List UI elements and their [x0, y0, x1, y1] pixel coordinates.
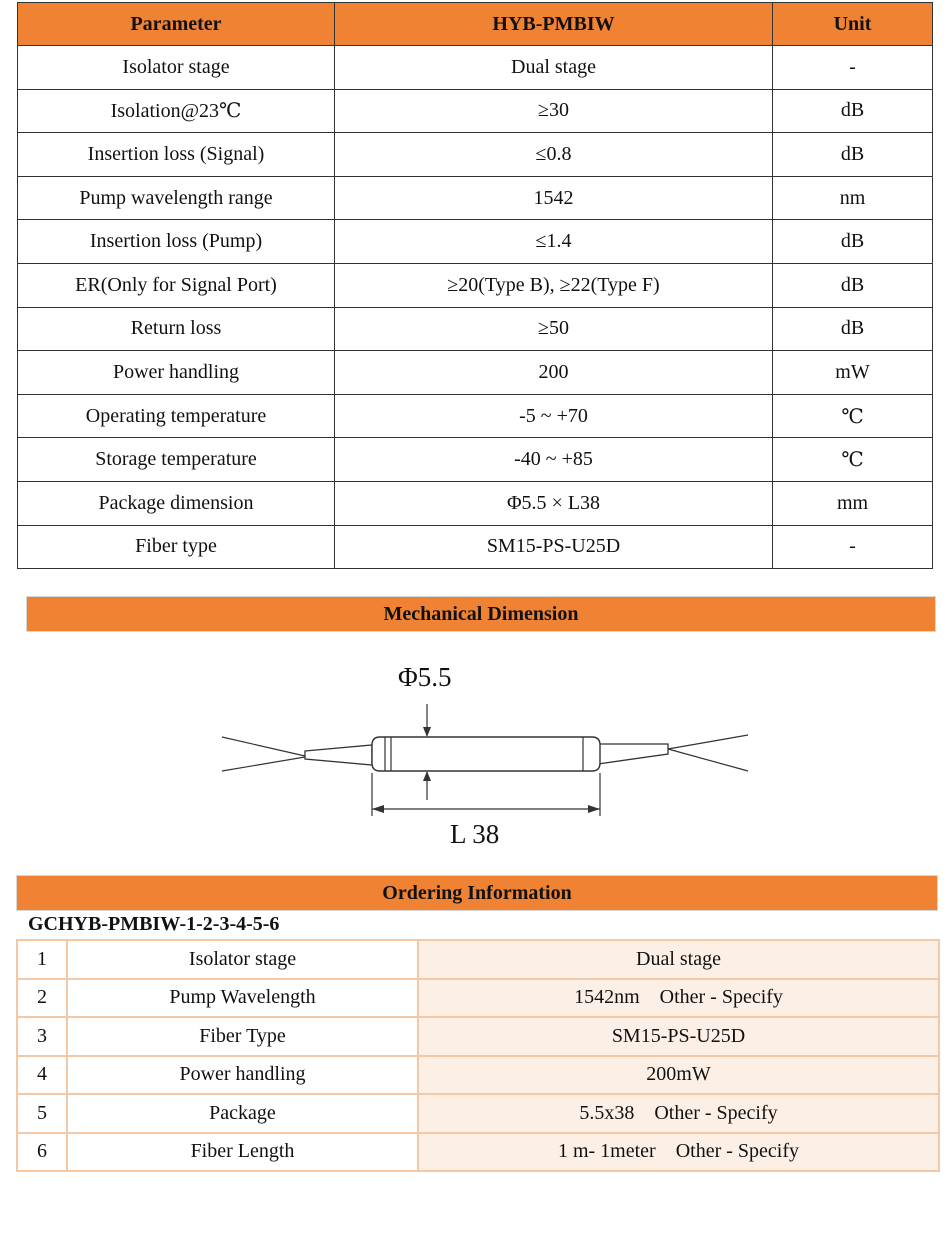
spec-parameter: Isolation@23℃: [18, 89, 335, 133]
order-value: SM15-PS-U25D: [418, 1017, 939, 1056]
spec-unit: dB: [773, 307, 933, 351]
spec-parameter: Isolator stage: [18, 46, 335, 90]
order-field: Package: [67, 1094, 418, 1133]
length-arrowhead-left: [372, 805, 384, 813]
spec-unit: dB: [773, 263, 933, 307]
spec-parameter: Return loss: [18, 307, 335, 351]
spec-value: ≥50: [335, 307, 773, 351]
spec-parameter: Pump wavelength range: [18, 176, 335, 220]
spec-value: ≥30: [335, 89, 773, 133]
order-number: 4: [17, 1056, 67, 1095]
ordering-table: [16, 939, 940, 1172]
spec-parameter: Insertion loss (Signal): [18, 133, 335, 177]
spec-header-model: HYB-PMBIW: [335, 3, 773, 46]
mechanical-dimension-heading: Mechanical Dimension: [26, 596, 936, 632]
spec-header-parameter: Parameter: [18, 3, 335, 46]
order-field: Isolator stage: [67, 940, 418, 979]
order-number: 1: [17, 940, 67, 979]
order-value: 1542nm Other - Specify: [418, 979, 939, 1018]
spec-parameter: ER(Only for Signal Port): [18, 263, 335, 307]
order-number: 3: [17, 1017, 67, 1056]
order-number: 6: [17, 1133, 67, 1172]
table-row: [17, 1133, 939, 1172]
table-row: [18, 133, 933, 177]
table-row: [18, 525, 933, 569]
order-value: Dual stage: [418, 940, 939, 979]
fiber-right-lower: [668, 749, 748, 771]
spec-unit: ℃: [773, 394, 933, 438]
order-value: 5.5x38 Other - Specify: [418, 1094, 939, 1133]
mechanical-drawing: [0, 640, 952, 865]
table-row: [18, 307, 933, 351]
fiber-left-upper: [222, 737, 305, 756]
table-row: [17, 979, 939, 1018]
length-arrowhead-right: [588, 805, 600, 813]
order-number: 2: [17, 979, 67, 1018]
fiber-right-upper: [668, 735, 748, 749]
table-row: [17, 940, 939, 979]
diameter-arrowhead-bottom: [423, 771, 431, 781]
table-row: [18, 46, 933, 90]
spec-unit: dB: [773, 89, 933, 133]
table-row: [18, 176, 933, 220]
spec-value: Dual stage: [335, 46, 773, 90]
table-row: [18, 481, 933, 525]
left-boot: [305, 745, 372, 765]
spec-value: 1542: [335, 176, 773, 220]
spec-parameter: Package dimension: [18, 481, 335, 525]
spec-unit: nm: [773, 176, 933, 220]
spec-parameter: Operating temperature: [18, 394, 335, 438]
spec-table: [17, 2, 933, 569]
spec-value: -40 ~ +85: [335, 438, 773, 482]
table-row: [18, 351, 933, 395]
spec-header-row: [18, 3, 933, 46]
order-value: 1 m- 1meter Other - Specify: [418, 1133, 939, 1172]
table-row: [17, 1056, 939, 1095]
order-field: Pump Wavelength: [67, 979, 418, 1018]
spec-value: ≥20(Type B), ≥22(Type F): [335, 263, 773, 307]
spec-unit: -: [773, 525, 933, 569]
spec-value: ≤1.4: [335, 220, 773, 264]
table-row: [17, 1017, 939, 1056]
spec-unit: mm: [773, 481, 933, 525]
diameter-label: Φ5.5: [398, 662, 452, 692]
fiber-left-lower: [222, 757, 305, 771]
order-number: 5: [17, 1094, 67, 1133]
spec-unit: mW: [773, 351, 933, 395]
spec-unit: dB: [773, 220, 933, 264]
spec-parameter: Insertion loss (Pump): [18, 220, 335, 264]
order-value: 200mW: [418, 1056, 939, 1095]
spec-value: ≤0.8: [335, 133, 773, 177]
spec-parameter: Power handling: [18, 351, 335, 395]
table-row: [18, 263, 933, 307]
table-row: [18, 89, 933, 133]
table-row: [18, 394, 933, 438]
spec-header-unit: Unit: [773, 3, 933, 46]
spec-parameter: Storage temperature: [18, 438, 335, 482]
spec-unit: ℃: [773, 438, 933, 482]
spec-unit: -: [773, 46, 933, 90]
order-field: Fiber Length: [67, 1133, 418, 1172]
spec-value: SM15-PS-U25D: [335, 525, 773, 569]
spec-parameter: Fiber type: [18, 525, 335, 569]
diameter-arrowhead-top: [423, 727, 431, 737]
device-body: [372, 737, 600, 771]
spec-unit: dB: [773, 133, 933, 177]
order-field: Fiber Type: [67, 1017, 418, 1056]
table-row: [17, 1094, 939, 1133]
ordering-code: GCHYB-PMBIW-1-2-3-4-5-6: [28, 913, 280, 935]
spec-value: Φ5.5 × L38: [335, 481, 773, 525]
table-row: [18, 220, 933, 264]
length-label: L 38: [450, 819, 500, 849]
spec-value: -5 ~ +70: [335, 394, 773, 438]
order-field: Power handling: [67, 1056, 418, 1095]
table-row: [18, 438, 933, 482]
right-boot: [598, 744, 668, 764]
spec-value: 200: [335, 351, 773, 395]
ordering-information-heading: Ordering Information: [16, 875, 938, 911]
